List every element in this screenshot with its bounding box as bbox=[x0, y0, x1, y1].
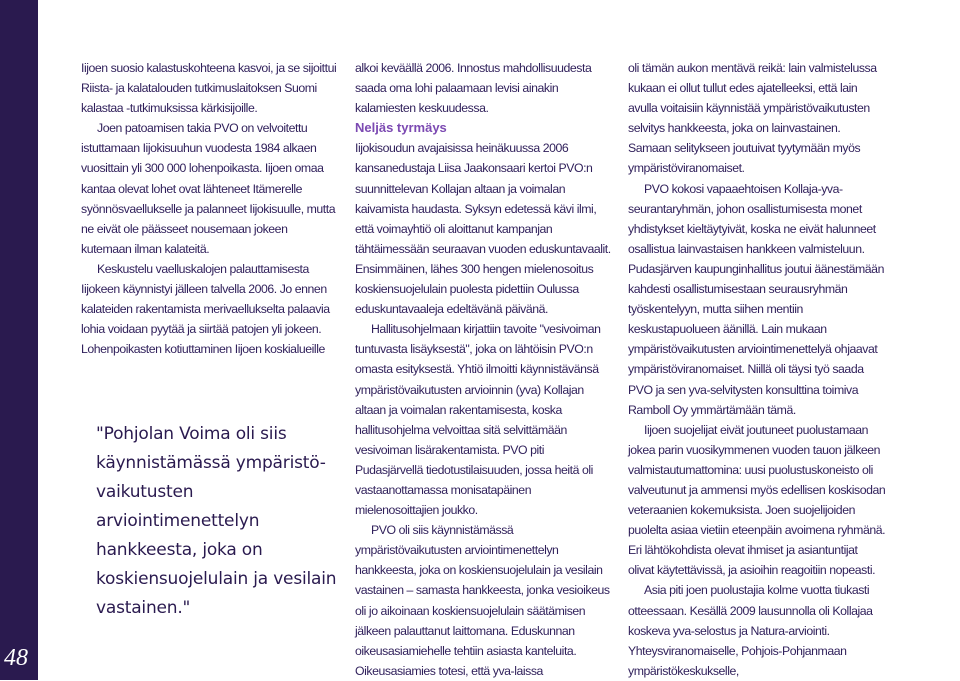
pull-quote-line: hankkeesta, joka on bbox=[96, 540, 263, 560]
pull-quote bbox=[96, 420, 356, 623]
text-column-2 bbox=[355, 58, 611, 681]
text-column-1 bbox=[81, 58, 339, 359]
paragraph: oli tämän aukon mentävä reikä: lain valmistelussa kukaan ei ollut tullut edes ajatelleeksi, että lain avulla voitaisiin käynnistää ympäristövaikutusten selvitys hankkeesta, joka on lainvastainen. Samaan selitykseen joutuivat tyytymään myös ympäristöviranomaiset. bbox=[628, 61, 877, 176]
section-heading: Neljäs tyrmäys bbox=[355, 120, 447, 136]
pull-quote-line: vastainen." bbox=[96, 598, 191, 618]
pull-quote-line: käynnistämässä ympäristö- bbox=[96, 453, 326, 473]
page-number: 48 bbox=[4, 645, 28, 671]
pull-quote-line: koskiensuojelulain ja vesilain bbox=[96, 569, 337, 589]
paragraph: PVO oli siis käynnistämässä ympäristövaikutusten arviointimenettelyn hankkeesta, joka on koskiensuojelulain ja vesilain vastainen – samasta hankkeesta, jonka vesioikeus oli jo aikoinaan koskiensuojelulain säätämisen jälkeen palauttanut laittomana. Eduskunnan oikeusasiamiehelle tehtiin asiasta kanteluita. Oikeusasiamies totesi, että yva-laissa bbox=[355, 523, 610, 678]
paragraph: PVO kokosi vapaaehtoisen Kollaja-yva-seurantaryhmän, johon osallistumisesta monet yhdistykset kieltäytyivät, koska ne eivät halunneet osallistua lainvastaisen hankkeen valmisteluun. Pudasjärven kaupunginhallitus joutui äänestämään kahdesti osallistumisestaan seurausryhmän työskentelyyn, mutta siihen mentiin keskustapuolueen äänillä. Lain mukaan ympäristövaikutusten arviointimenettelyä ohjaavat ympäristöviranomaiset. Niillä oli täysi työ saada PVO ja sen yva-selvitysten konsulttina toimiva Ramboll Oy ymmärtämään tämä. bbox=[628, 181, 884, 417]
paragraph: Hallitusohjelmaan kirjattiin tavoite "vesivoiman tuntuvasta lisäyksestä", joka on lähtöisin PVO:n omasta esityksestä. Yhtiö ilmoitti käynnistävänsä ympäristövaikutusten arvioinnin (yva) Kollajan altaan ja voimalan rakentamisesta, koska hallitusohjelma velvoittaa sitä selvittämään vesivoiman lisärakentamista. PVO piti Pudasjärvellä tiedotustilaisuuden, jossa heitä oli vastaanottamassa monisatapäinen mielenosoittajien joukko. bbox=[355, 322, 601, 518]
paragraph: Keskustelu vaelluskalojen palauttamisesta Iijokeen käynnistyi jälleen talvella 2006. Jo ennen kalateiden rakentamista merivaellukselta palaavia lohia voidaan pyytää ja siirtää patojen yli jokeen. Lohenpoikasten kotiuttaminen Iijoen koskialueille bbox=[81, 261, 330, 357]
paragraph: Iijokisoudun avajaisissa heinäkuussa 2006 kansanedustaja Liisa Jaakonsaari kertoi PVO:n suunnittelevan Kollajan altaan ja voimalan kaivamista haudasta. Syksyn edetessä kävi ilmi, että voimayhtiö oli aloittanut kampanjan tähtäimessään seuraavan vuoden eduskuntavaalit. Ensimmäinen, lähes 300 hengen mielenosoitus koskiensuojelulain puolesta pidettiin Oulussa eduskuntavaaleja edeltävänä päivänä. bbox=[355, 141, 611, 317]
pull-quote-line: "Pohjolan Voima oli siis bbox=[96, 424, 287, 444]
sidebar-bar bbox=[0, 0, 38, 680]
pull-quote-line: vaikutusten arviointimenettelyn bbox=[96, 482, 260, 531]
paragraph: Iijoen suojelijat eivät joutuneet puolustamaan jokea parin vuosikymmenen vuoden tauon jälkeen valmistautumattomina: uusi puolustuskoneisto oli valveutunut ja ammensi myös edellisen koskisodan veteraanien kokemuksista. Joen suojelijoiden puolelta asiaa vietiin eteenpäin avoimena ryhmänä. Eri lähtökohdista olevat ihmiset ja asiantuntijat olivat käytettävissä, ja asioihin reagoitiin nopeasti. bbox=[628, 422, 886, 578]
paragraph: alkoi keväällä 2006. Innostus mahdollisuudesta saada oma lohi palaamaan levisi ainakin kalamiesten keskuudessa. bbox=[355, 61, 592, 116]
paragraph: Asia piti joen puolustajia kolme vuotta tiukasti otteessaan. Kesällä 2009 lausunnolla oli Kollajaa koskeva yva-selostus ja Natura-arviointi. Yhteysviranomaiselle, Pohjois-Pohjanmaan ympäristökeskukselle, bbox=[628, 583, 873, 678]
paragraph: Iijoen suosio kalastuskohteena kasvoi, ja se sijoittui Riista- ja kalatalouden tutkimuslaitoksen Suomi kalastaa -tutkimuksissa kärkisijoille. bbox=[81, 61, 337, 116]
text-column-3 bbox=[628, 58, 886, 681]
paragraph: Joen patoamisen takia PVO on velvoitettu istuttamaan Iijokisuuhun vuodesta 1984 alkaen vuosittain yli 300 000 lohenpoikasta. Iijoen omaa kantaa olevat lohet ovat lähteneet Itämerelle syönnösvaellukselle ja palanneet Iijokisuulle, mutta ne eivät ole päässeet nousemaan jokeen kutemaan ilman kalateitä. bbox=[81, 121, 336, 256]
